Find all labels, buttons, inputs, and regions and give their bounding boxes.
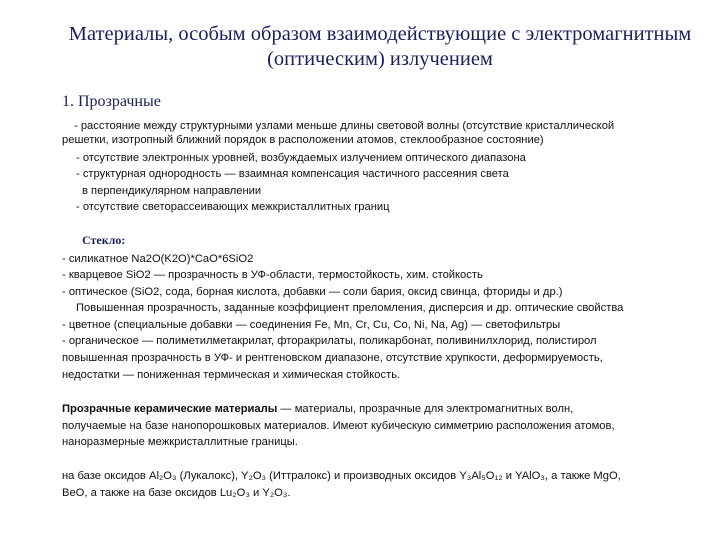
ceramics-definition-text: — материалы, прозрачные для электромагнитных волн, [277, 403, 574, 415]
transparent-item-2: - отсутствие электронных уровней, возбуждаемых излучением оптического диапазона [76, 152, 526, 164]
transparent-item-3: - структурная однородность — взаимная компенсация частичного рассеяния света [76, 168, 509, 180]
transparent-item-3-cont: в перпендикулярном направлении [82, 185, 262, 197]
glass-item-organic-props: повышенная прозрачность в УФ- и рентгеновском диапазоне, отсутствие хрупкости, деформируемость, [62, 352, 603, 364]
oxides-line-1: на базе оксидов Al₂O₃ (Лукалокс), Y₂O₃ (Иттралокс) и производных оксидов Y₃Al₅O₁₂ и YAlO₃, а также MgO, [62, 470, 621, 482]
ceramics-definition-cont-2: наноразмерные межкристаллитные границы. [62, 436, 298, 448]
glass-heading: Стекло: [82, 233, 126, 247]
transparent-item-1: - расстояние между структурными узлами меньше длины световой волны (отсутствие кристаллической [74, 120, 615, 132]
glass-item-organic: - органическое — полиметилметакрилат, фторакрилаты, поликарбонат, поливинилхлорид, полистирол [62, 335, 597, 347]
glass-item-quartz: - кварцевое SiO2 — прозрачность в УФ-области, термостойкость, хим. стойкость [62, 269, 483, 281]
ceramics-definition [62, 402, 714, 416]
glass-item-silicate: - силикатное Na2O(K2O)*CaO*6SiO2 [62, 253, 254, 265]
glass-item-organic-drawbacks: недостатки — пониженная термическая и химическая стойкость. [62, 369, 401, 381]
page-title-line-2: (оптическим) излучением [267, 48, 493, 70]
glass-item-colored: - цветное (специальные добавки — соединения Fe, Mn, Cr, Cu, Co, Ni, Na, Ag) — светофильтры [62, 319, 561, 331]
transparent-item-4: - отсутствие светорассеивающих межкристаллитных границ [76, 201, 390, 213]
ceramics-definition-cont-1: получаемые на базе нанопорошковых материалов. Имеют кубическую симметрию расположения атомов, [62, 420, 615, 432]
oxides-line-2: BeO, а также на базе оксидов Lu₂O₃ и Y₂O₃. [62, 487, 291, 499]
page-title [40, 22, 720, 72]
glass-item-optical-props: Повышенная прозрачность, заданные коэффициент преломления, дисперсия и др. оптические свойства [76, 302, 624, 314]
glass-item-optical: - оптическое (SiO2, сода, борная кислота, добавки — соли бария, оксид свинца, фториды и др.) [62, 286, 563, 298]
ceramics-term: Прозрачные керамические материалы [62, 403, 278, 415]
transparent-item-1-cont: решетки, изотропный ближний порядок в расположении атомов, стеклообразное состояние) [62, 134, 544, 146]
section-heading-transparent: 1. Прозрачные [62, 93, 161, 110]
page-title-line-1: Материалы, особым образом взаимодействующие с электромагнитным [68, 23, 692, 45]
